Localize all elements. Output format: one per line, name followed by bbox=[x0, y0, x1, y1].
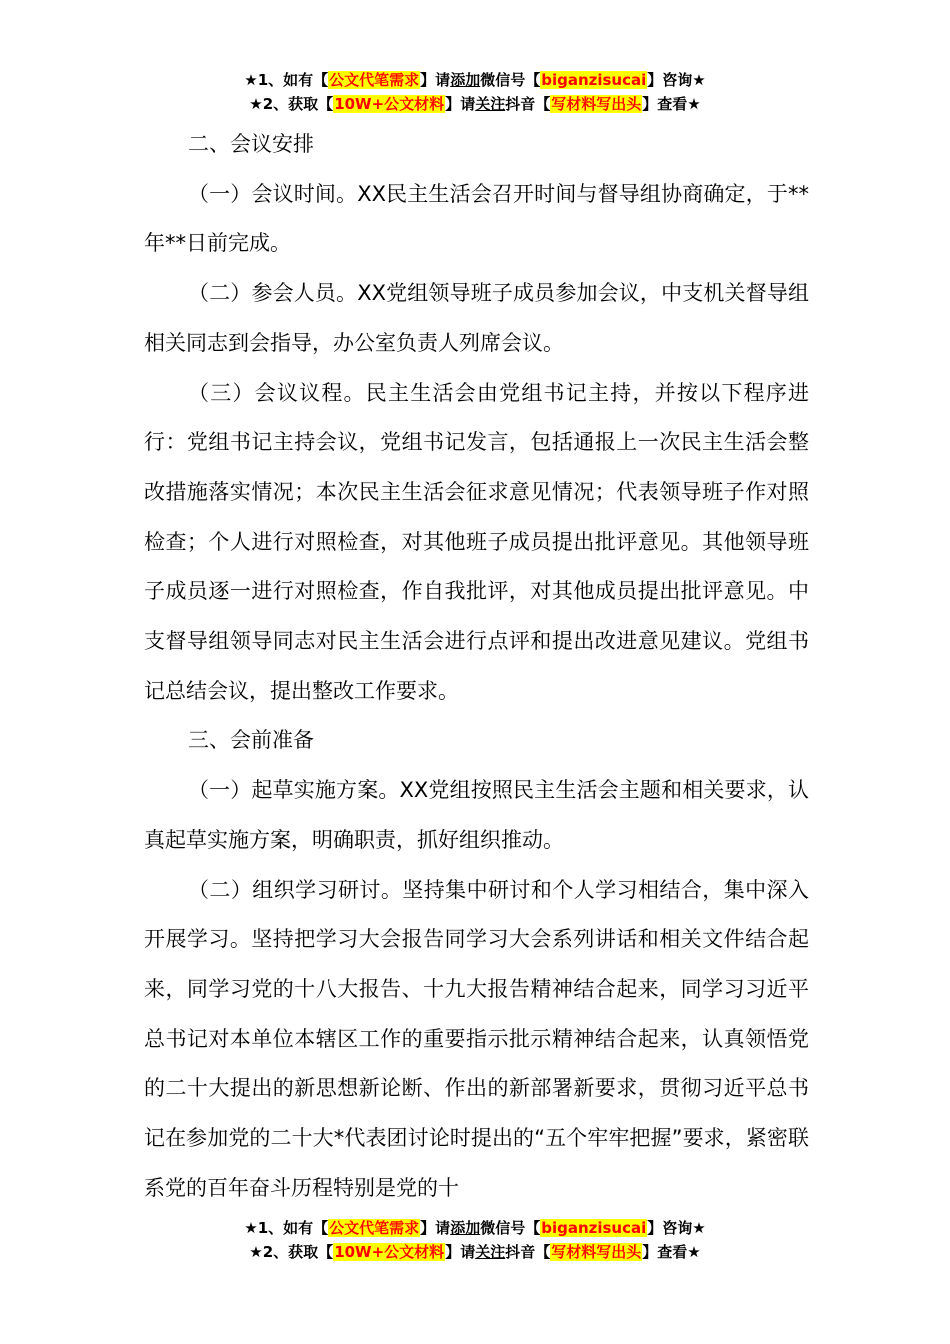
banner-text: ★1、如有【 bbox=[244, 1219, 329, 1237]
banner-text: 】请 bbox=[420, 1219, 451, 1237]
banner-highlight: 公文代笔需求 bbox=[329, 1219, 420, 1237]
banner-line-1 bbox=[0, 1216, 950, 1240]
banner-text: ★2、获取【 bbox=[249, 95, 334, 113]
banner-line-2 bbox=[0, 92, 950, 116]
banner-text: 抖音【 bbox=[505, 95, 551, 113]
footer-banner bbox=[0, 1216, 950, 1264]
banner-text: 微信号【 bbox=[480, 71, 541, 89]
banner-text: 】咨询★ bbox=[647, 71, 706, 89]
paragraph: （二）组织学习研讨。坚持集中研讨和个人学习相结合，集中深入开展学习。坚持把学习大会报告同学习大会系列讲话和相关文件结合起来，同学习党的十八大报告、十九大报告精神结合起来，同学习习近平总书记对本单位本辖区工作的重要指示批示精神结合起来，认真领悟党的二十大提出的新思想新论断、作出的新部署新要求，贯彻习近平总书记在参加党的二十大*代表团讨论时提出的“五个牢牢把握”要求，紧密联系党的百年奋斗历程特别是党的十 bbox=[144, 877, 809, 1200]
banner-douyin-id: 写材料写出头 bbox=[551, 1243, 642, 1261]
banner-text: 】请 bbox=[445, 1243, 476, 1261]
banner-text: 】查看★ bbox=[642, 1243, 701, 1261]
banner-underlined: 添加 bbox=[450, 71, 481, 89]
paragraph: （二）参会人员。XX党组领导班子成员参加会议，中支机关督导组相关同志到会指导，办公室负责人列席会议。 bbox=[144, 281, 809, 355]
document-body bbox=[144, 120, 809, 1213]
banner-text: ★2、获取【 bbox=[249, 1243, 334, 1261]
banner-text: 】咨询★ bbox=[647, 1219, 706, 1237]
banner-text: 微信号【 bbox=[480, 1219, 541, 1237]
banner-highlight: 10W+公文材料 bbox=[334, 95, 445, 113]
banner-highlight: 公文代笔需求 bbox=[329, 71, 420, 89]
banner-text: 】请 bbox=[420, 71, 451, 89]
banner-underlined: 添加 bbox=[450, 1219, 481, 1237]
banner-text: ★1、如有【 bbox=[244, 71, 329, 89]
banner-underlined: 关注 bbox=[475, 95, 506, 113]
header-banner bbox=[0, 68, 950, 116]
banner-line-2 bbox=[0, 1240, 950, 1264]
banner-line-1 bbox=[0, 68, 950, 92]
banner-wechat-id: biganzisucai bbox=[541, 1219, 647, 1237]
section-heading: 二、会议安排 bbox=[188, 132, 314, 156]
banner-text: 】请 bbox=[445, 95, 476, 113]
paragraph: （三）会议议程。民主生活会由党组书记主持，并按以下程序进行：党组书记主持会议，党组书记发言，包括通报上一次民主生活会整改措施落实情况；本次民主生活会征求意见情况；代表领导班子作对照检查；个人进行对照检查，对其他班子成员提出批评意见。其他领导班子成员逐一进行对照检查，作自我批评，对其他成员提出批评意见。中支督导组领导同志对民主生活会进行点评和提出改进意见建议。党组书记总结会议，提出整改工作要求。 bbox=[144, 380, 809, 703]
banner-highlight: 10W+公文材料 bbox=[334, 1243, 445, 1261]
banner-underlined: 关注 bbox=[475, 1243, 506, 1261]
banner-text: 】查看★ bbox=[642, 95, 701, 113]
banner-wechat-id: biganzisucai bbox=[541, 71, 647, 89]
paragraph: （一）会议时间。XX民主生活会召开时间与督导组协商确定，于**年**日前完成。 bbox=[144, 181, 809, 256]
section-heading: 三、会前准备 bbox=[188, 728, 314, 753]
banner-text: 抖音【 bbox=[505, 1243, 551, 1261]
paragraph: （一）起草实施方案。XX党组按照民主生活会主题和相关要求，认真起草实施方案，明确职责，抓好组织推动。 bbox=[144, 778, 809, 852]
banner-douyin-id: 写材料写出头 bbox=[551, 95, 642, 113]
